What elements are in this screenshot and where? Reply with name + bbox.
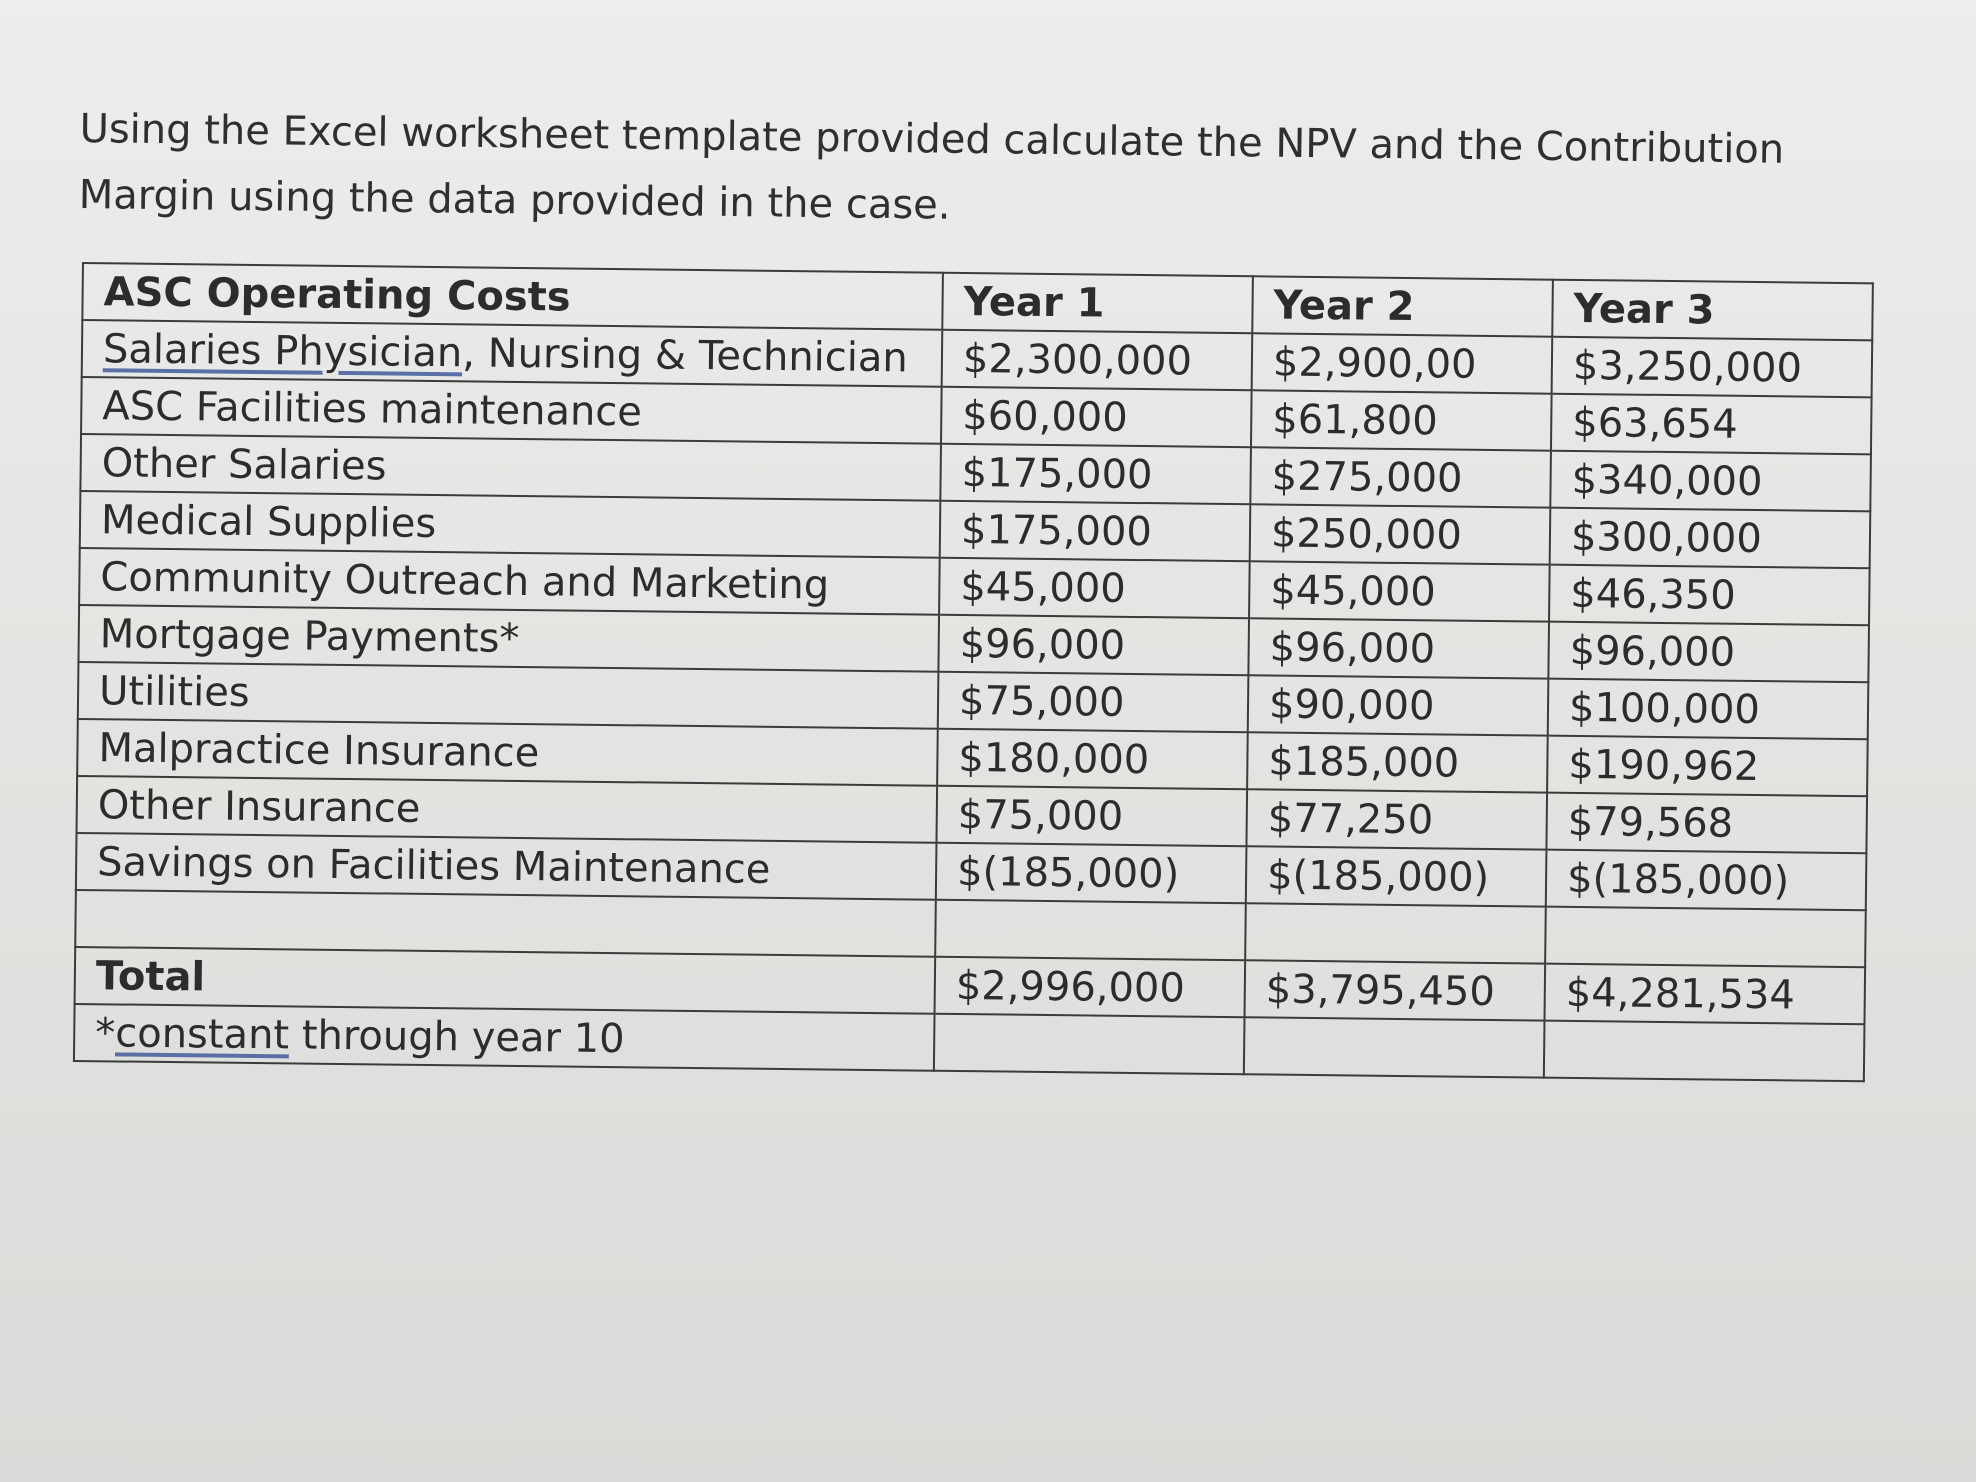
row-label: Savings on Facilities Maintenance xyxy=(76,833,937,900)
operating-costs-table-wrapper xyxy=(73,262,1872,1082)
total-year-2: $3,795,450 xyxy=(1245,960,1546,1020)
cell-year-1: $60,000 xyxy=(941,387,1252,448)
row-label-underlined: Salaries Physician xyxy=(102,325,463,376)
blank-cell xyxy=(1244,1017,1545,1077)
cell-year-3: $3,250,000 xyxy=(1552,337,1873,398)
cell-year-2: $45,000 xyxy=(1249,561,1550,621)
blank-cell xyxy=(75,890,936,957)
cell-year-1: $(185,000) xyxy=(936,843,1247,904)
cell-year-2: $185,000 xyxy=(1247,732,1548,792)
cell-year-1: $45,000 xyxy=(939,558,1250,619)
cell-year-2: $275,000 xyxy=(1250,447,1551,507)
operating-costs-table xyxy=(73,262,1874,1082)
blank-cell xyxy=(1544,1021,1865,1082)
cell-year-1: $96,000 xyxy=(938,615,1249,676)
total-label: Total xyxy=(75,947,936,1014)
footnote xyxy=(74,1004,935,1071)
row-label: Community Outreach and Marketing xyxy=(79,548,940,615)
blank-cell xyxy=(935,900,1246,961)
row-label: Other Insurance xyxy=(77,776,938,843)
cell-year-3: $63,654 xyxy=(1551,394,1872,455)
header-label: ASC Operating Costs xyxy=(82,263,943,330)
footnote-prefix: * xyxy=(94,1009,116,1056)
cell-year-1: $175,000 xyxy=(940,444,1251,505)
cell-year-1: $175,000 xyxy=(940,501,1251,562)
cell-year-3: $340,000 xyxy=(1550,451,1871,512)
cell-year-2: $77,250 xyxy=(1246,789,1547,849)
cell-year-3: $300,000 xyxy=(1550,508,1871,569)
instructions-line-2: Margin using the data provided in the case. xyxy=(78,171,951,229)
row-label: Malpractice Insurance xyxy=(77,719,938,786)
instructions-text xyxy=(78,96,1799,249)
cell-year-2: $90,000 xyxy=(1248,675,1549,735)
cell-year-3: $46,350 xyxy=(1549,565,1870,626)
blank-cell xyxy=(1245,903,1546,963)
row-label: Other Salaries xyxy=(80,434,941,501)
cell-year-3: $100,000 xyxy=(1548,679,1869,740)
header-year-3: Year 3 xyxy=(1552,280,1873,341)
row-label xyxy=(82,320,943,387)
cell-year-3: $96,000 xyxy=(1548,622,1869,683)
total-year-1: $2,996,000 xyxy=(935,957,1246,1018)
row-label: ASC Facilities maintenance xyxy=(81,377,942,444)
cell-year-2: $(185,000) xyxy=(1246,846,1547,906)
blank-cell xyxy=(1545,907,1866,968)
cell-year-2: $2,900,00 xyxy=(1252,333,1553,393)
cell-year-2: $61,800 xyxy=(1251,390,1552,450)
footnote-rest: through year 10 xyxy=(288,1011,625,1062)
cell-year-3: $(185,000) xyxy=(1546,850,1867,911)
instructions-line-1: Using the Excel worksheet template provided calculate the NPV and the Contribution xyxy=(79,105,1785,173)
footnote-underlined: constant xyxy=(114,1009,290,1058)
cell-year-1: $75,000 xyxy=(938,672,1249,733)
row-label: Mortgage Payments* xyxy=(78,605,939,672)
cell-year-3: $79,568 xyxy=(1546,793,1867,854)
cell-year-1: $75,000 xyxy=(936,786,1247,847)
cell-year-2: $96,000 xyxy=(1248,618,1549,678)
cell-year-3: $190,962 xyxy=(1547,736,1868,797)
total-year-3: $4,281,534 xyxy=(1544,964,1865,1025)
header-year-1: Year 1 xyxy=(942,273,1253,334)
cell-year-1: $180,000 xyxy=(937,729,1248,790)
row-label-rest: , Nursing & Technician xyxy=(462,329,909,381)
row-label: Medical Supplies xyxy=(80,491,941,558)
row-label: Utilities xyxy=(78,662,939,729)
cell-year-2: $250,000 xyxy=(1250,504,1551,564)
cell-year-1: $2,300,000 xyxy=(942,330,1253,391)
header-year-2: Year 2 xyxy=(1252,276,1553,336)
blank-cell xyxy=(934,1014,1245,1075)
